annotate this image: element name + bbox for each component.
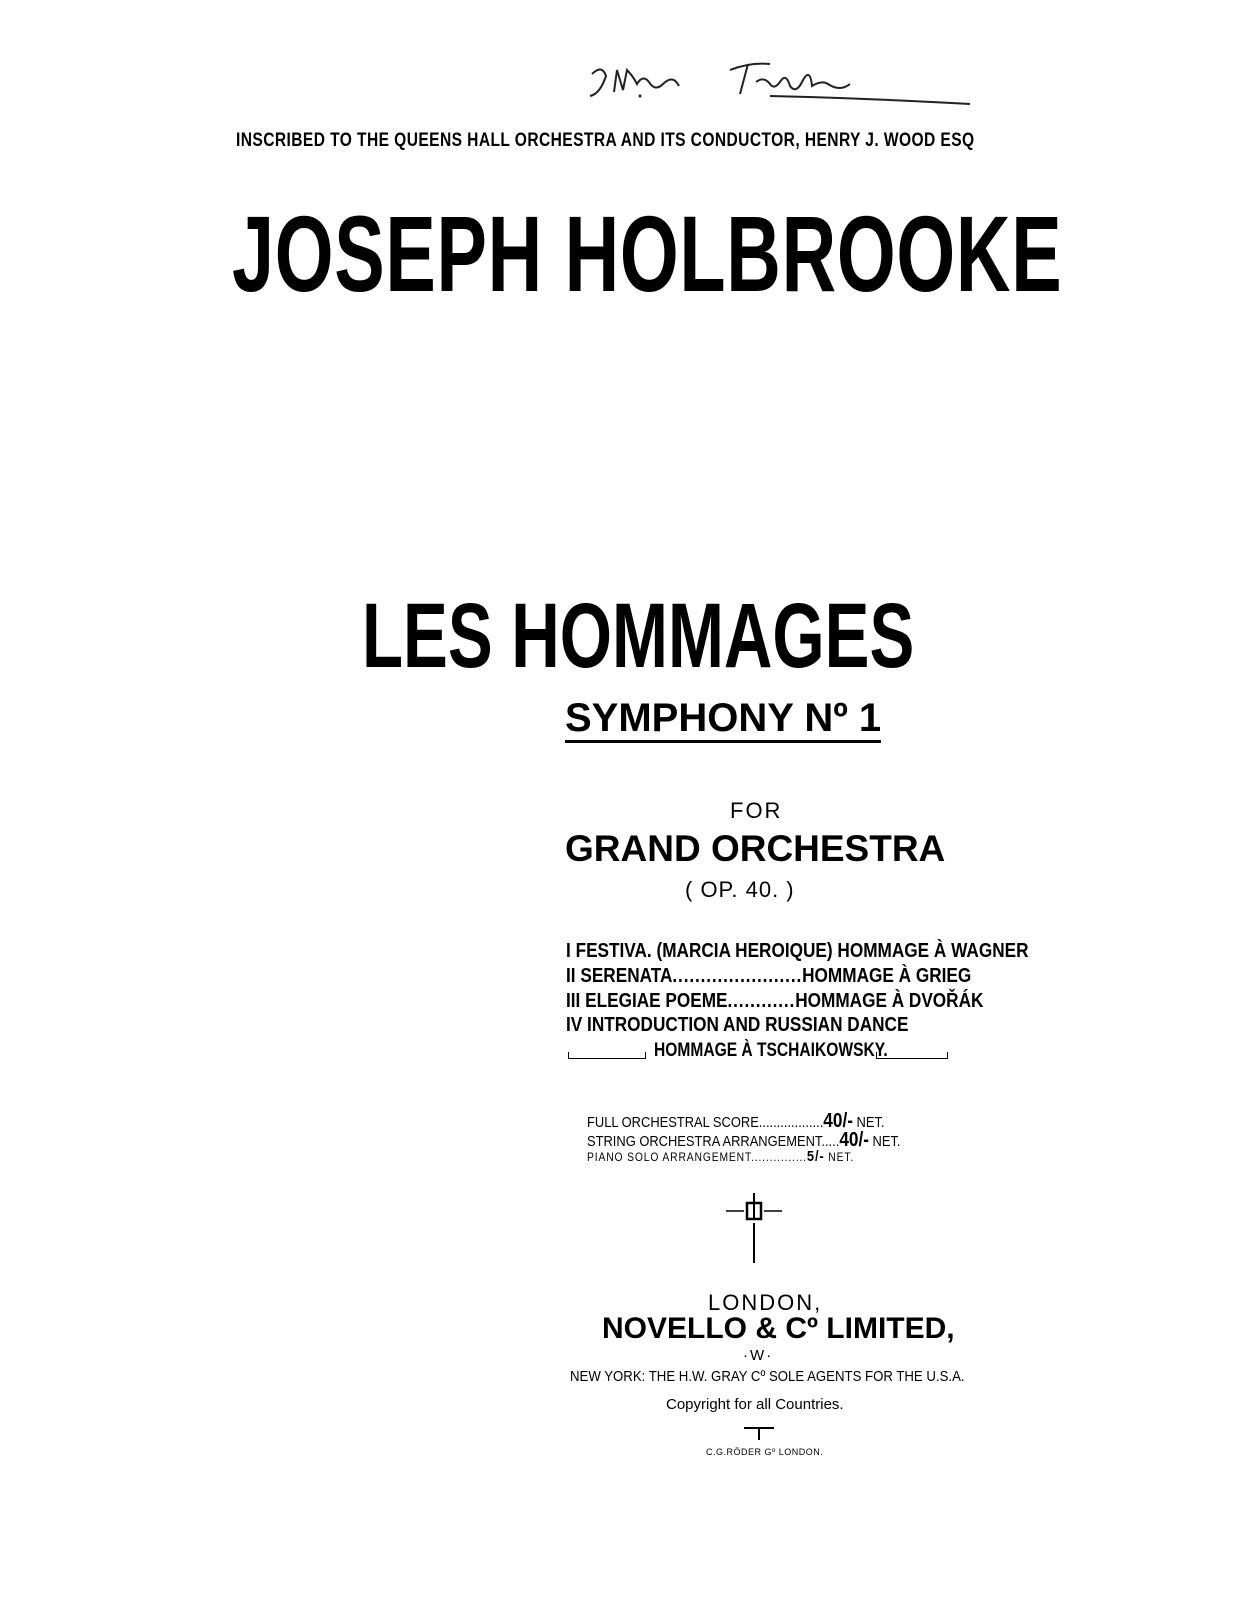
movement-2 (566, 965, 971, 988)
price-net: NET. (856, 1114, 885, 1131)
leader-dots: ..... (821, 1133, 840, 1150)
movement-name: FESTIVA. (575, 940, 652, 962)
movement-detail: (MARCIA HEROIQUE) (656, 940, 833, 962)
movement-3 (566, 990, 983, 1013)
handwritten-signature (580, 52, 980, 112)
movement-numeral: III (566, 990, 581, 1012)
printer-imprint: C.G.RÖDER Gº LONDON. (706, 1447, 824, 1457)
price-item: STRING ORCHESTRA ARRANGEMENT (587, 1133, 822, 1150)
leader-dots: .................. (758, 1114, 824, 1131)
movement-name: INTRODUCTION AND RUSSIAN DANCE (587, 1014, 909, 1036)
price-net: NET. (828, 1150, 855, 1164)
right-bracket (876, 1052, 948, 1059)
price-value: 40/- (823, 1110, 853, 1132)
movement-homage: HOMMAGE À WAGNER (837, 940, 1029, 962)
movement-4 (566, 1014, 908, 1037)
opus-number: ( OP. 40. ) (685, 877, 795, 902)
copyright-notice: Copyright for all Countries. (666, 1396, 844, 1413)
tail-ornament-icon (742, 1424, 776, 1442)
us-agents: NEW YORK: THE H.W. GRAY Cº SOLE AGENTS FOR THE U.S.A. (570, 1368, 965, 1385)
left-bracket (568, 1052, 646, 1059)
leader-dots: ............ (727, 990, 796, 1012)
movement-homage: HOMMAGE À DVOŘÁK (795, 990, 984, 1012)
price-row (587, 1148, 854, 1165)
movement-1 (566, 940, 1029, 963)
for-label: FOR (730, 798, 783, 823)
price-item: PIANO SOLO ARRANGEMENT (587, 1150, 752, 1164)
leader-dots: ....................... (672, 965, 803, 987)
district: ·W· (743, 1347, 774, 1364)
composer-name: JOSEPH HOLBROOKE (232, 193, 1063, 314)
movement-numeral: IV (566, 1014, 583, 1036)
price-item: FULL ORCHESTRAL SCORE (587, 1114, 759, 1131)
city: LONDON, (708, 1290, 823, 1315)
ensemble: GRAND ORCHESTRA (565, 828, 946, 869)
movement-name: ELEGIAE POEME (585, 990, 728, 1012)
price-net: NET. (872, 1133, 901, 1150)
movement-4-homage-row (566, 1040, 948, 1062)
movement-homage: HOMMAGE À TSCHAIKOWSKY. (654, 1040, 888, 1061)
publisher: NOVELLO & Cº LIMITED, (602, 1312, 955, 1345)
ornament-icon (722, 1193, 786, 1265)
leader-dots: ............... (751, 1150, 807, 1164)
dedication: INSCRIBED TO THE QUEENS HALL ORCHESTRA AND ITS CONDUCTOR, HENRY J. WOOD ESQ (236, 130, 975, 151)
movement-homage: HOMMAGE À GRIEG (802, 965, 972, 987)
price-value: 40/- (839, 1129, 869, 1151)
price-value: 5/- (806, 1148, 825, 1165)
work-title: LES HOMMAGES (362, 585, 915, 687)
work-subtitle: SYMPHONY Nº 1 (565, 698, 881, 743)
movement-numeral: I (566, 940, 571, 962)
movement-name: SERENATA (580, 965, 673, 987)
movement-numeral: II (566, 965, 576, 987)
